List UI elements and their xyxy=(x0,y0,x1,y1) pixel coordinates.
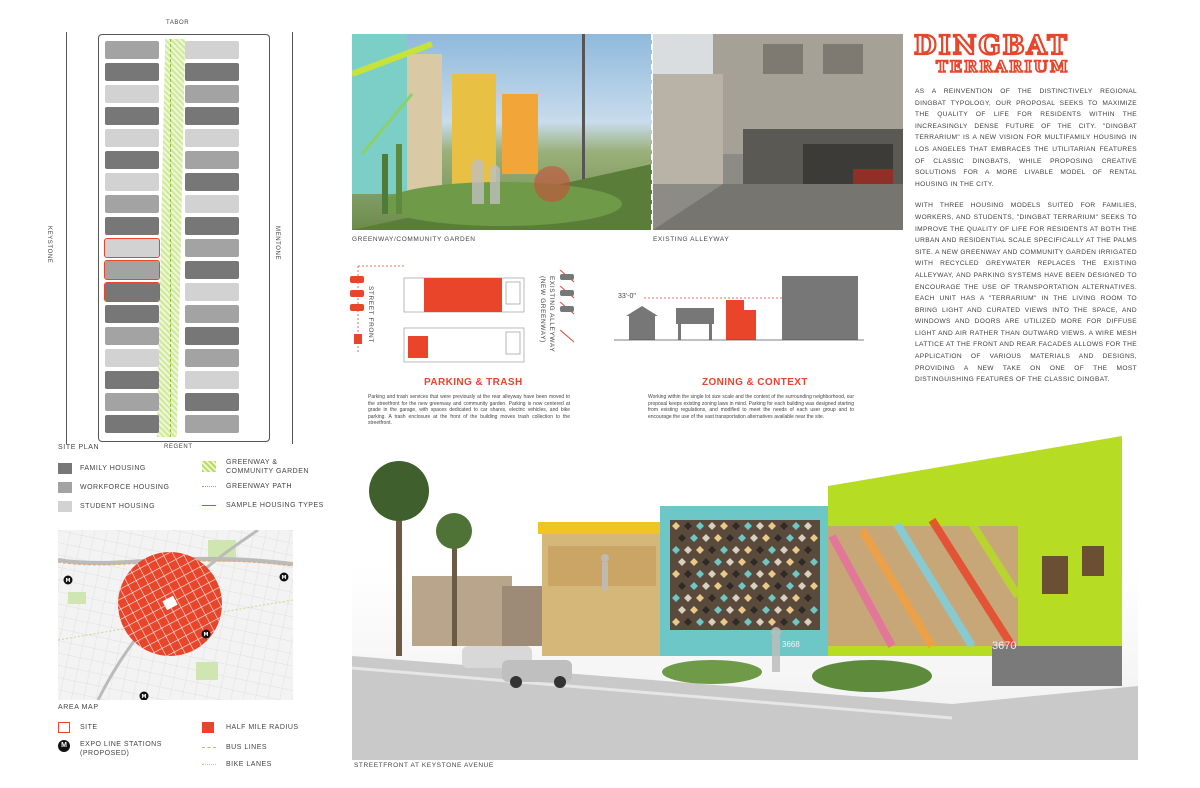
housing-building xyxy=(185,393,239,411)
address-number-3668: 3668 xyxy=(782,640,800,649)
housing-building xyxy=(185,195,239,213)
area-map-graphic xyxy=(58,530,293,700)
greenway-photo xyxy=(352,34,652,230)
site-block xyxy=(98,34,270,442)
zoning-diagram xyxy=(614,266,864,346)
housing-building xyxy=(185,327,239,345)
legend-greenway-line1: GREENWAY & xyxy=(226,459,278,466)
site-plan-caption: SITE PLAN xyxy=(58,444,100,451)
housing-building xyxy=(185,283,239,301)
legend-expo-line1: EXPO LINE STATIONS xyxy=(80,741,162,748)
intro-paragraph-2: WITH THREE HOUSING MODELS SUITED FOR FAMILIES, WORKERS, AND STUDENTS, "DINGBAT TERRARIUM" SEEKS TO IMPROVE THE QUALITY OF LIFE FOR RESIDENTS AT BOTH THE URBAN AND RESIDENTIAL SCALE SPECIFICALLY AT THE PALMS SITE. A NEW GREENWAY AND COMMUNITY GARDEN IRRIGATED WITH RECYCLED GREYWATER REPLACES THE EXISTING ALLEYWAY, AND PARKING SYSTEMS HAVE BEEN DESIGNED TO ENCOURAGE THE USE OF TRANSPORTATION ALTERNATIVES. EACH UNIT HAS A "TERRARIUM" IN THE LIVING ROOM TO BRING LIGHT AND CURATED VIEWS INTO THE SPACE, AND WINDOWS AND DOORS ARE UTILIZED MORE FOR DIFFUSE LIGHT AND AIR RATHER THAN OUTWARD VIEWS. A WIRE MESH LATTICE AT THE FRONT AND REAR FACADES ALLOWS FOR THE APPLICATION OF VARIOUS MATERIALS AND DESIGNS, PROVIDING A NEW TAKE ON ONE OF THE MOST DISTINGUISHING FEATURES OF THE CLASSIC DINGBAT. xyxy=(915,202,1137,384)
housing-building xyxy=(105,305,159,323)
legend-swatch-workforce xyxy=(58,482,72,493)
area-map-legend xyxy=(0,718,330,778)
legend-swatch-sample xyxy=(202,505,216,506)
street-label-mentone: MENTONE xyxy=(274,226,280,261)
title-lettering xyxy=(912,30,1142,78)
legend-radius-swatch xyxy=(202,722,214,733)
alley-photo xyxy=(653,34,903,230)
housing-building xyxy=(105,217,159,235)
greenway-caption: GREENWAY/COMMUNITY GARDEN xyxy=(352,236,476,243)
housing-building xyxy=(185,107,239,125)
housing-building xyxy=(185,173,239,191)
housing-building xyxy=(105,107,159,125)
housing-building xyxy=(105,151,159,169)
page-title xyxy=(912,30,1142,83)
housing-building xyxy=(185,63,239,81)
zoning-height-label: 33'-0" xyxy=(618,293,636,300)
streetfront-caption: STREETFRONT AT KEYSTONE AVENUE xyxy=(354,762,494,769)
legend-greenway-line2: COMMUNITY GARDEN xyxy=(226,468,309,475)
title-line2: TERRARIUM xyxy=(936,57,1070,76)
label-existing-alley: EXISTING ALLEYWAY xyxy=(548,276,555,353)
housing-building xyxy=(105,393,159,411)
legend-radius: HALF MILE RADIUS xyxy=(226,724,299,731)
housing-building xyxy=(185,305,239,323)
housing-building xyxy=(185,129,239,147)
station-glyph: M xyxy=(203,632,209,638)
zoning-title: ZONING & CONTEXT xyxy=(702,377,808,388)
legend-workforce: WORKFORCE HOUSING xyxy=(80,484,170,491)
housing-building xyxy=(185,261,239,279)
housing-building xyxy=(105,63,159,81)
street-label-regent: REGENT xyxy=(164,444,193,450)
legend-student: STUDENT HOUSING xyxy=(80,503,156,510)
legend-greenway-path: GREENWAY PATH xyxy=(226,483,293,490)
label-street-front: STREET FRONT xyxy=(367,286,374,343)
station-icon xyxy=(58,740,70,752)
housing-building xyxy=(185,239,239,257)
station-glyph: M xyxy=(281,575,287,581)
street-line-right xyxy=(292,32,293,444)
legend-swatch-family xyxy=(58,463,72,474)
housing-building xyxy=(185,349,239,367)
housing-building xyxy=(185,41,239,59)
site-plan xyxy=(0,0,330,460)
intro-text xyxy=(915,86,1137,396)
housing-building xyxy=(185,217,239,235)
legend-site: SITE xyxy=(80,724,98,731)
housing-building xyxy=(185,85,239,103)
intro-paragraph-1: AS A REINVENTION OF THE DISTINCTIVELY REGIONAL DINGBAT TYPOLOGY, OUR PROPOSAL SEEKS TO MAXIMIZE THE QUALITY OF LIFE FOR RESIDENTS WITHIN THE INCREASINGLY DENSE FUTURE OF THE CITY. "DINGBAT TERRARIUM" IS A NEW VISION FOR MULTIFAMILY HOUSING IN LOS ANGELES THAT EMBRACES THE UTILITARIAN FEATURES OF CLASSIC DINGBATS, WHILE PROPOSING CREATIVE SOLUTIONS FOR A MORE LIVABLE MODEL OF RENTAL HOUSING IN THE CITY. xyxy=(915,88,1137,188)
legend-expo-line2: (PROPOSED) xyxy=(80,750,130,757)
legend-sample: SAMPLE HOUSING TYPES xyxy=(226,502,324,509)
alley-caption: EXISTING ALLEYWAY xyxy=(653,236,730,243)
housing-building xyxy=(105,349,159,367)
housing-building xyxy=(105,195,159,213)
legend-swatch-greenway-path xyxy=(202,486,216,487)
housing-building xyxy=(105,129,159,147)
greenway-path-line xyxy=(170,39,172,437)
address-number-3670: 3670 xyxy=(992,640,1017,652)
streetfront-rendering xyxy=(352,436,1138,760)
label-new-greenway: (NEW GREENWAY) xyxy=(539,276,546,343)
legend-bus: BUS LINES xyxy=(226,744,268,751)
legend-bike-swatch xyxy=(202,764,216,765)
housing-building xyxy=(105,173,159,191)
housing-building xyxy=(105,283,159,301)
title-line1: DINGBAT xyxy=(914,31,1069,61)
plan-legend xyxy=(0,458,330,518)
housing-building xyxy=(105,415,159,433)
area-map xyxy=(58,530,293,700)
parking-title: PARKING & TRASH xyxy=(424,377,523,388)
housing-building xyxy=(105,327,159,345)
housing-building xyxy=(185,415,239,433)
housing-building xyxy=(105,239,159,257)
legend-family: FAMILY HOUSING xyxy=(80,465,146,472)
street-label-keystone: KEYSTONE xyxy=(46,226,52,264)
zoning-text: Working within the single lot size scale and the context of the surrounding neighborhood, our proposal keeps existing zoning laws in mind. Parking for each building was designed starting from existing regulations, and modified to meet the needs of each user group and to encourage the use of the vast transportation alternatives available near the site. xyxy=(648,394,854,420)
station-glyph: M xyxy=(141,694,147,700)
legend-bus-swatch xyxy=(202,747,216,748)
legend-site-swatch xyxy=(58,722,70,733)
station-glyph: M xyxy=(65,578,71,584)
legend-swatch-greenway xyxy=(202,461,216,472)
housing-building xyxy=(105,41,159,59)
parking-text: Parking and trash services that were previously at the rear alleyway have been moved to the streetfront for the new greenway and community garden. Parking is now centered at grade in the garage, with spaces dedicated to car shares, electric vehicles, and bike parking. A trash enclosure at the front of the building moves trash collection to the streetfront. xyxy=(368,394,570,426)
legend-bike: BIKE LANES xyxy=(226,761,272,768)
street-line-left xyxy=(66,32,67,444)
area-map-caption: AREA MAP xyxy=(58,704,99,711)
housing-building xyxy=(105,371,159,389)
legend-swatch-student xyxy=(58,501,72,512)
housing-building xyxy=(105,85,159,103)
street-label-tabor: TABOR xyxy=(166,20,190,26)
housing-building xyxy=(105,261,159,279)
station-glyph: M xyxy=(61,742,67,749)
housing-building xyxy=(185,151,239,169)
housing-building xyxy=(185,371,239,389)
